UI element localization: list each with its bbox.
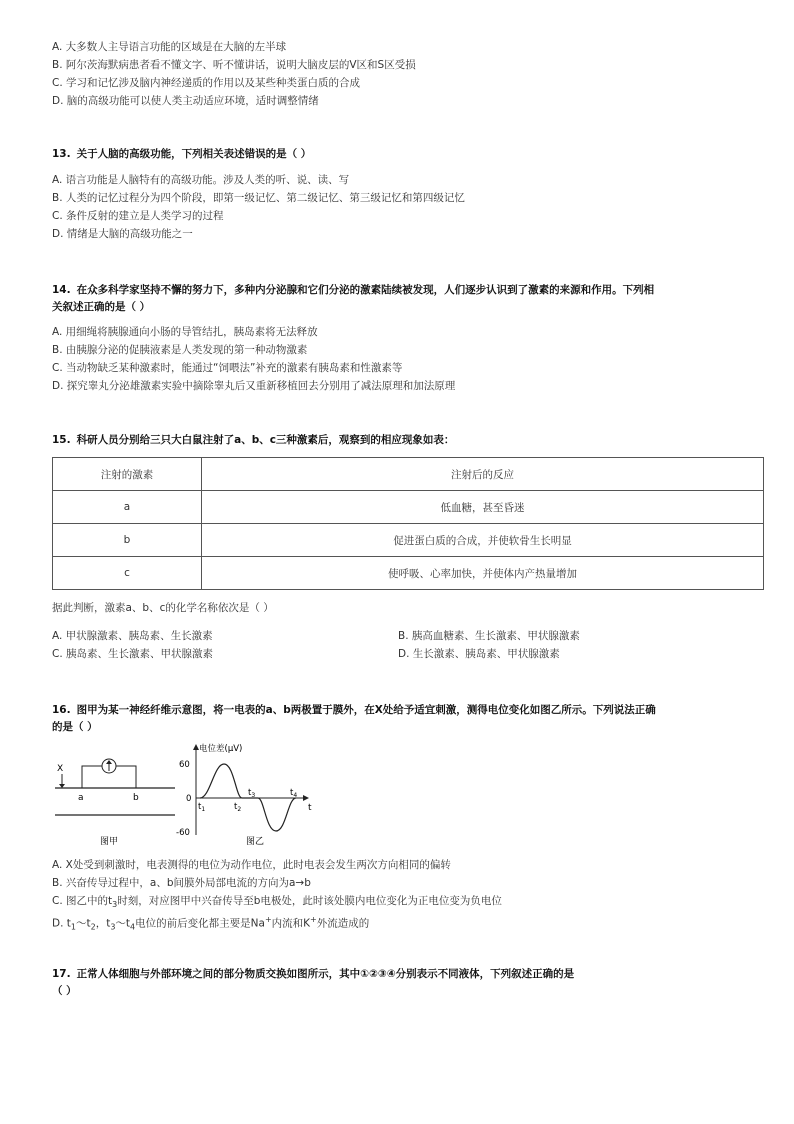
q13-option-b: B. 人类的记忆过程分为四个阶段，即第一级记忆、第二级记忆、第三级记忆和第四级记忆	[52, 192, 465, 204]
fig-b-caption: 图乙	[246, 837, 265, 847]
q13-option-a: A. 语言功能是人脑特有的高级功能。涉及人类的听、说、读、写	[52, 174, 350, 186]
q15-option-a: A. 甲状腺激素、胰岛素、生长激素	[52, 630, 213, 642]
q16-stem	[52, 702, 752, 736]
label-x: X	[57, 764, 64, 774]
table-row	[53, 524, 764, 557]
table-cell: c	[53, 557, 202, 590]
q13-option-c: C. 条件反射的建立是人类学习的过程	[52, 210, 224, 222]
q14-option-d: D. 探究睾丸分泌雄激素实验中摘除睾丸后又重新移植回去分别用了减法原理和加法原理	[52, 380, 456, 392]
q17-stem	[52, 966, 752, 1000]
y-tick-0: 0	[186, 794, 192, 804]
table-cell: b	[53, 524, 202, 557]
q12-option-b: B. 阿尔茨海默病患者看不懂文字、听不懂讲话，说明大脑皮层的V区和S区受损	[52, 59, 416, 71]
q14-stem	[52, 282, 752, 316]
table-cell: 使呼吸、心率加快，并使体内产热量增加	[202, 557, 764, 590]
x-axis-title: t	[308, 803, 312, 813]
table-header: 注射的激素	[53, 458, 202, 491]
label-a: a	[78, 793, 84, 803]
table-cell: 促进蛋白质的合成，并使软骨生长明显	[202, 524, 764, 557]
table-row	[53, 557, 764, 590]
q16-option-d-sup: +	[310, 915, 317, 924]
q16-option-b: B. 兴奋传导过程中，a、b间膜外局部电流的方向为a→b	[52, 877, 311, 889]
label-b: b	[133, 793, 139, 803]
y-tick-60: 60	[179, 760, 190, 770]
q16-option-d-part: 内流和K	[271, 917, 311, 930]
q17-stem-line1: 正常人体细胞与外部环境之间的部分物质交换如图所示，其中①②③④分别表示不同液体，下列叙述正确的是	[76, 968, 575, 980]
table-header: 注射后的反应	[202, 458, 764, 491]
q15-after-table: 据此判断，激素a、b、c的化学名称依次是（ ）	[52, 602, 274, 614]
table-header-row	[53, 458, 764, 491]
q15-table	[52, 457, 764, 590]
q13-option-d: D. 情绪是大脑的高级功能之一	[52, 228, 193, 240]
q14-stem-line2: 关叙述正确的是（ ）	[52, 301, 151, 313]
q16-option-a: A. X处受到刺激时，电表测得的电位为动作电位，此时电表会发生两次方向相同的偏转	[52, 859, 451, 871]
t1-label: $t_1$	[198, 802, 206, 813]
q16-stem-line1: 图甲为某一神经纤维示意图，将一电表的a、b两极置于膜外，在X处给予适宜刺激，测得电位变化如图乙所示。下列说法正确	[76, 704, 656, 716]
q16-option-d-part: ～t	[75, 917, 91, 930]
q16-option-d-part: D. t	[52, 917, 71, 930]
q12-option-a: A. 大多数人主导语言功能的区域是在大脑的左半球	[52, 41, 287, 53]
t3-label: $t_3$	[248, 788, 256, 799]
q15-stem	[52, 432, 752, 449]
q14-stem-line1: 在众多科学家坚持不懈的努力下，多种内分泌腺和它们分泌的激素陆续被发现，人们逐步认识到了激素的来源和作用。下列相	[76, 284, 655, 296]
q16-option-c	[52, 895, 502, 911]
q13-stem	[52, 146, 752, 163]
table-cell: 低血糖，甚至昏迷	[202, 491, 764, 524]
q15-option-c: C. 胰岛素、生长激素、甲状腺激素	[52, 648, 214, 660]
q17-stem-line2: （ ）	[52, 985, 77, 997]
y-axis-title: 电位差(μV)	[199, 744, 243, 754]
q16-option-d-sub: 2	[90, 922, 96, 932]
q16-option-d	[52, 913, 369, 934]
q14-option-c: C. 当动物缺乏某种激素时，能通过“饲喂法”补充的激素有胰岛素和性激素等	[52, 362, 403, 374]
q16-option-d-sup: +	[264, 915, 272, 924]
q16-option-d-part: 电位的前后变化都主要是Na	[135, 917, 265, 930]
q15-option-d: D. 生长激素、胰岛素、甲状腺激素	[398, 648, 560, 660]
q16-option-c-part: C. 图乙中的t	[52, 895, 113, 907]
q16-option-d-part: ～t	[115, 917, 131, 930]
q16-option-d-sub: 3	[110, 922, 116, 932]
q13-number: 13.	[52, 148, 71, 160]
q12-option-c: C. 学习和记忆涉及脑内神经递质的作用以及某些种类蛋白质的合成	[52, 77, 361, 89]
q16-figure-a	[50, 740, 180, 850]
q16-option-d-sub: 4	[130, 922, 136, 932]
q16-option-d-part: 外流造成的	[316, 917, 370, 930]
q14-number: 14.	[52, 284, 71, 296]
fig-a-caption: 图甲	[100, 837, 119, 847]
q13-stem-text: 关于人脑的高级功能，下列相关表述错误的是（ ）	[76, 148, 312, 160]
q16-option-c-sub: 3	[112, 900, 118, 910]
x-axis-arrowhead	[303, 795, 309, 801]
q16-stem-line2: 的是（ ）	[52, 721, 98, 733]
q15-option-b: B. 胰高血糖素、生长激素、甲状腺激素	[398, 630, 580, 642]
q14-option-a: A. 用细绳将胰腺通向小肠的导管结扎，胰岛素将无法释放	[52, 326, 318, 338]
q17-number: 17.	[52, 968, 71, 980]
q16-number: 16.	[52, 704, 71, 716]
q16-figure-b	[170, 740, 330, 850]
q14-option-b: B. 由胰腺分泌的促胰液素是人类发现的第一种动物激素	[52, 344, 308, 356]
q16-option-d-part: ，t	[95, 917, 111, 930]
q16-option-c-part: 时刻，对应图甲中兴奋传导至b电极处，此时该处膜内电位变化为正电位变为负电位	[117, 895, 502, 907]
t4-label: $t_4$	[290, 788, 298, 799]
y-tick-neg60: -60	[176, 828, 190, 838]
q15-stem-text: 科研人员分别给三只大白鼠注射了a、b、c三种激素后，观察到的相应现象如表：	[76, 434, 455, 446]
q12-option-d: D. 脑的高级功能可以使人类主动适应环境，适时调整情绪	[52, 95, 319, 107]
table-cell: a	[53, 491, 202, 524]
q16-option-d-sub: 1	[70, 922, 76, 932]
t2-label: $t_2$	[234, 802, 242, 813]
q15-number: 15.	[52, 434, 71, 446]
table-row	[53, 491, 764, 524]
